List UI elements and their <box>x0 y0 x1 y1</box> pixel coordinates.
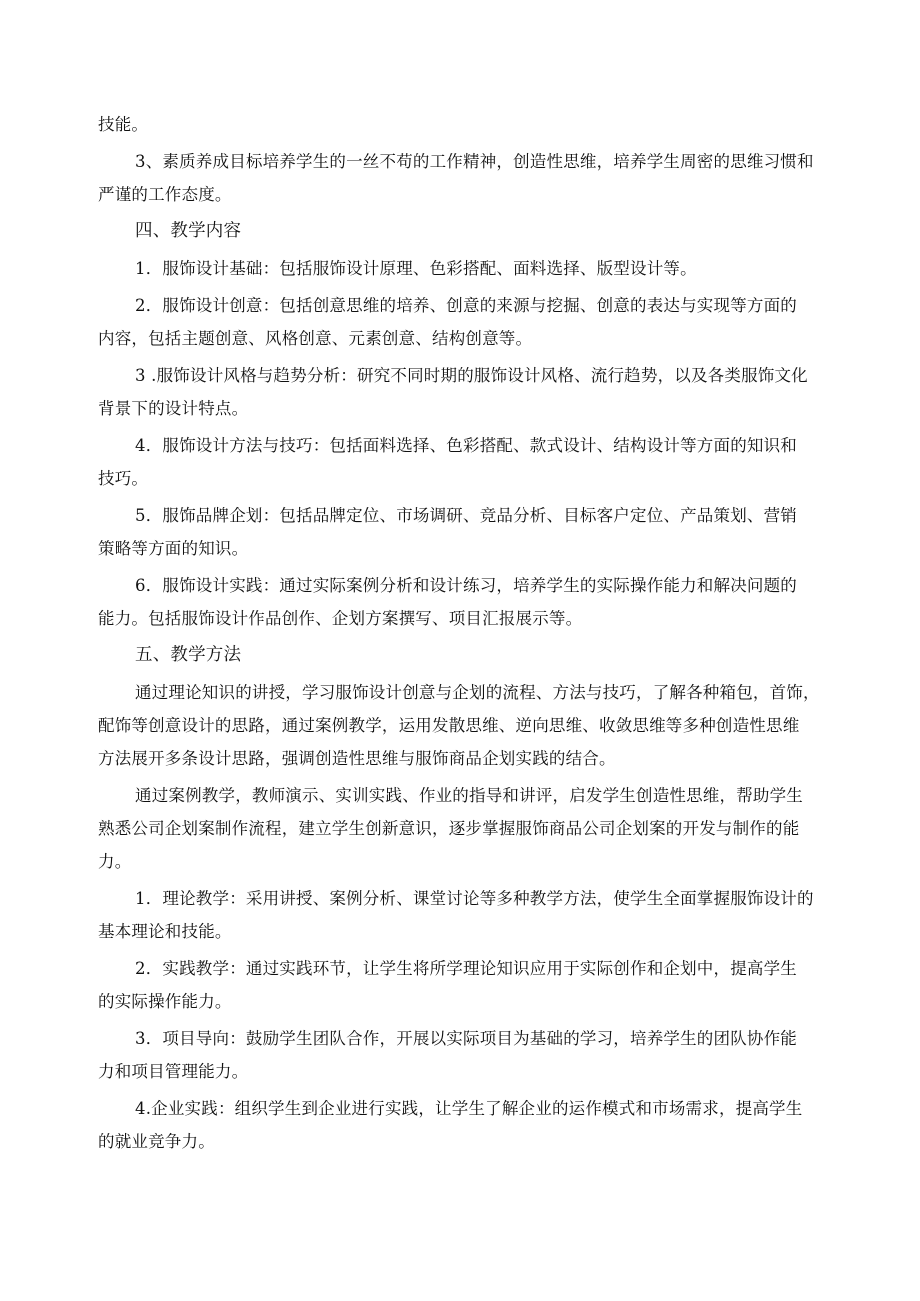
list-item: 1．理论教学：采用讲授、案例分析、课堂讨论等多种教学方法，使学生全面掌握服饰设计的 <box>135 889 814 908</box>
list-item: 3．项目导向：鼓励学生团队合作，开展以实际项目为基础的学习，培养学生的团队协作能 <box>135 1029 797 1048</box>
list-item: 2．实践教学：通过实践环节，让学生将所学理论知识应用于实际创作和企划中，提高学生 <box>135 959 797 978</box>
paragraph-line: 技能。 <box>98 115 149 134</box>
list-item: 5．服饰品牌企划：包括品牌定位、市场调研、竞品分析、目标客户定位、产品策划、营销 <box>135 506 797 525</box>
paragraph-line: 通过理论知识的讲授，学习服饰设计创意与企划的流程、方法与技巧，了解各种箱包，首饰， <box>135 683 820 702</box>
paragraph-line: 配饰等创意设计的思路，通过案例教学，运用发散思维、逆向思维、收敛思维等多种创造性思维 <box>98 716 800 735</box>
paragraph-line: 基本理论和技能。 <box>98 922 232 941</box>
paragraph-line: 通过案例教学，教师演示、实训实践、作业的指导和讲评，启发学生创造性思维，帮助学生 <box>135 786 803 805</box>
list-item: 3 .服饰设计风格与趋势分析：研究不同时期的服饰设计风格、流行趋势，以及各类服饰文化 <box>135 366 808 385</box>
paragraph-line: 策略等方面的知识。 <box>98 539 249 558</box>
section-heading: 四、教学内容 <box>135 221 242 241</box>
list-item: 1．服饰设计基础：包括服饰设计原理、色彩搭配、面料选择、版型设计等。 <box>135 259 697 278</box>
paragraph-line: 严谨的工作态度。 <box>98 185 232 204</box>
paragraph-line: 力和项目管理能力。 <box>98 1062 249 1081</box>
document-body <box>98 108 824 1158</box>
paragraph-line: 3、素质养成目标培养学生的一丝不苟的工作精神，创造性思维，培养学生周密的思维习惯和 <box>135 152 814 171</box>
paragraph-line: 能力。包括服饰设计作品创作、企划方案撰写、项目汇报展示等。 <box>98 609 583 628</box>
list-item: 2．服饰设计创意：包括创意思维的培养、创意的来源与挖掘、创意的表达与实现等方面的 <box>135 296 797 315</box>
paragraph-line: 熟悉公司企划案制作流程，建立学生创新意识，逐步掌握服饰商品公司企划案的开发与制作的能 <box>98 819 800 838</box>
section-heading: 五、教学方法 <box>135 645 242 665</box>
list-item: 4．服饰设计方法与技巧：包括面料选择、色彩搭配、款式设计、结构设计等方面的知识和 <box>135 436 797 455</box>
paragraph-line: 力。 <box>98 852 132 871</box>
paragraph-line: 技巧。 <box>98 469 149 488</box>
paragraph-line: 方法展开多条设计思路，强调创造性思维与服饰商品企划实践的结合。 <box>98 749 616 768</box>
list-item: 6．服饰设计实践：通过实际案例分析和设计练习，培养学生的实际操作能力和解决问题的 <box>135 576 797 595</box>
paragraph-line: 背景下的设计特点。 <box>98 399 249 418</box>
list-item: 4.企业实践：组织学生到企业进行实践，让学生了解企业的运作模式和市场需求，提高学生 <box>135 1099 803 1118</box>
paragraph-line: 的就业竞争力。 <box>98 1132 215 1151</box>
paragraph-line: 的实际操作能力。 <box>98 992 232 1011</box>
paragraph-line: 内容，包括主题创意、风格创意、元素创意、结构创意等。 <box>98 329 533 348</box>
